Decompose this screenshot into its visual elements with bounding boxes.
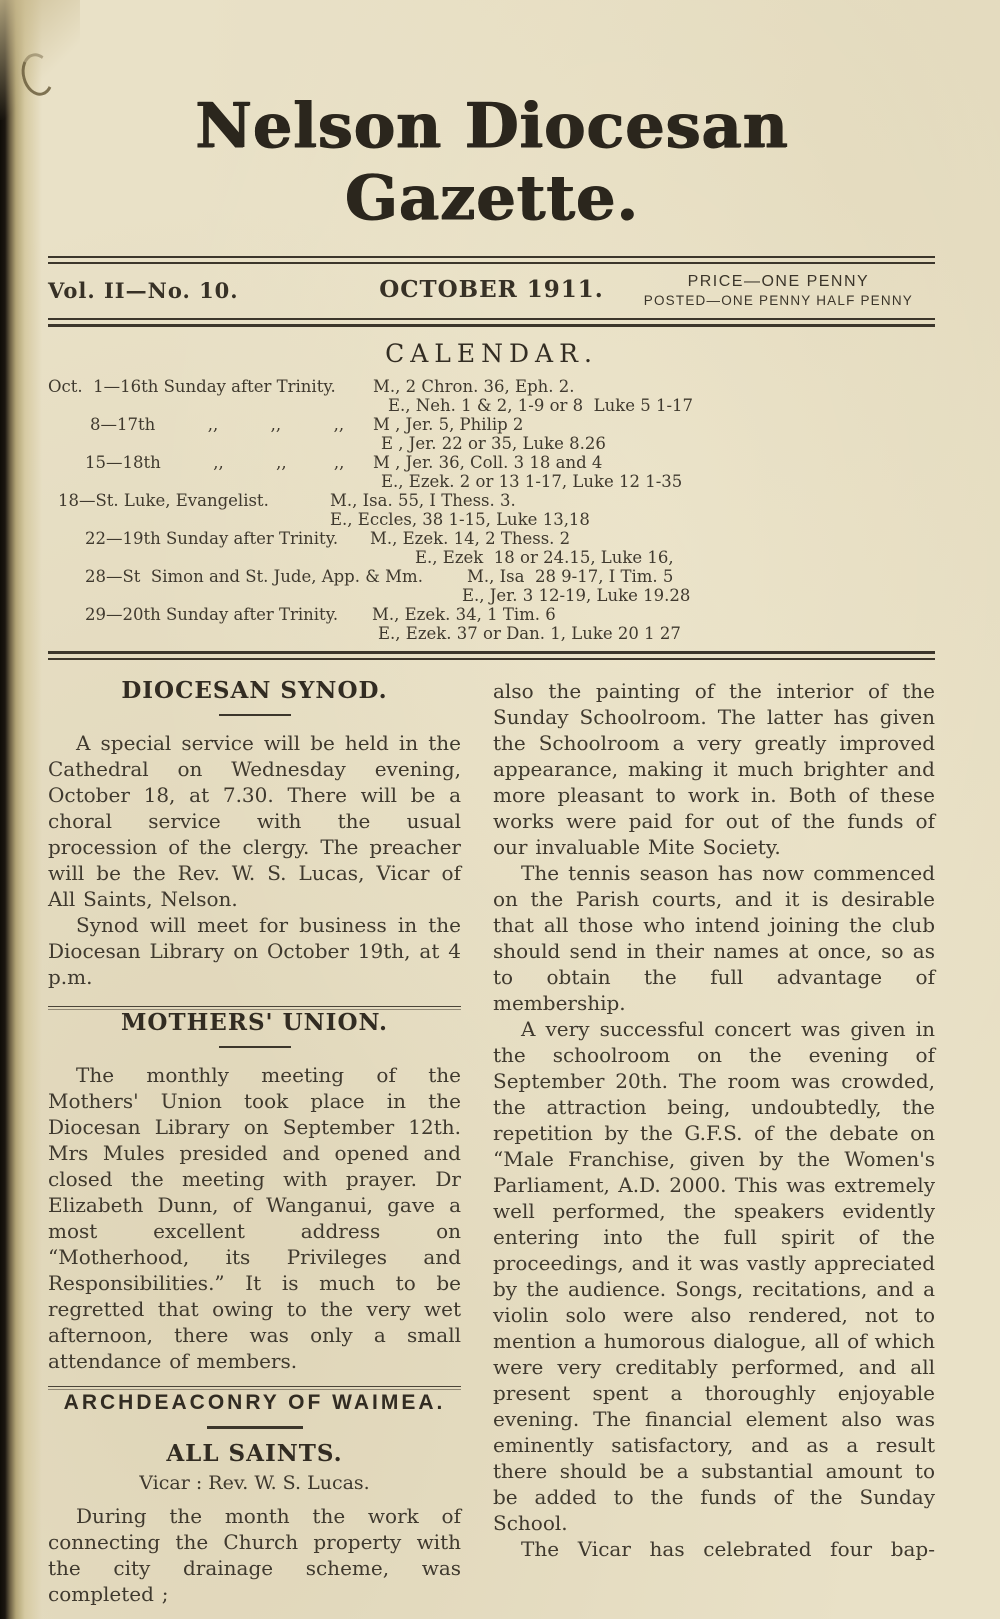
article-columns [48, 678, 935, 1607]
heading-rule [219, 1046, 291, 1048]
calendar-line [48, 548, 935, 567]
calendar-readings: E., Ezek. 37 or Dan. 1, Luke 20 1 27 [378, 624, 681, 643]
heading-rule [207, 1426, 303, 1429]
article-paragraph: Synod will meet for business in the Diocesan Library on October 19th, at 4 p.m. [48, 913, 461, 989]
calendar-date: 18—St. Luke, Evangelist. [58, 491, 269, 510]
calendar-section [48, 339, 935, 643]
calendar-line [48, 415, 935, 434]
mothers-union-heading: MOTHERS' UNION. [120, 1009, 389, 1036]
calendar-readings: M., Ezek. 34, 1 Tim. 6 [372, 605, 556, 624]
calendar-line [48, 434, 935, 453]
volume-number: Vol. II—No. 10. [48, 278, 239, 303]
calendar-date: 15—18th ,, ,, ,, [85, 453, 345, 472]
calendar-lines [48, 377, 935, 643]
calendar-heading: CALENDAR. [385, 339, 598, 368]
calendar-line [48, 377, 935, 396]
price-line: PRICE—ONE PENNY [687, 273, 870, 290]
issue-date: OCTOBER 1911. [379, 276, 604, 303]
article-paragraph: A special service will be held in the Cathedral on Wednesday evening, October 18, at 7.30. There will be a choral service with the usual procession of the clergy. The preacher will be the Rev. W. S. Lucas, Vicar of All Saints, Nelson. [48, 731, 461, 911]
calendar-date: 22—19th Sunday after Trinity. [85, 529, 339, 548]
posted-price-line: POSTED—ONE PENNY HALF PENNY [643, 293, 913, 308]
calendar-readings: M., Isa 28 9-17, I Tim. 5 [467, 567, 674, 586]
calendar-line [48, 624, 935, 643]
calendar-line [48, 567, 935, 586]
calendar-readings: M , Jer. 5, Philip 2 [373, 415, 524, 434]
calendar-readings: E., Neh. 1 & 2, 1-9 or 8 Luke 5 1-17 [388, 396, 694, 415]
page-content [48, 0, 935, 1607]
calendar-readings: M., Isa. 55, I Thess. 3. [330, 491, 516, 510]
calendar-readings: E., Jer. 3 12-19, Luke 19.28 [462, 586, 691, 605]
left-column [48, 678, 461, 1607]
article-paragraph: The tennis season has now commenced on the Parish courts, and it is desirable that all those who intend joining the club should send in their names at once, so as to obtain the full advantage of membership. [493, 861, 935, 1015]
article-paragraph: During the month the work of connecting the Church property with the city drainage scheme, was completed ; [48, 1504, 461, 1606]
calendar-date: 8—17th ,, ,, ,, [90, 415, 345, 434]
all-saints-heading: ALL SAINTS. [166, 1440, 343, 1467]
article-paragraph: The Vicar has celebrated four bap- [521, 1537, 935, 1561]
article-paragraph: A very successful concert was given in the schoolroom on the evening of September 20th. The room was crowded, the attraction being, undoubtedly, the repetition by the G.F.S. of the debate on “Male Franchise, given by the Women's Parliament, A.D. 2000. This was extremely well performed, the speakers evidently entering into the full spirit of the proceedings, and it was vastly appreciated by the audience. Songs, recitations, and a violin solo were also rendered, not to mention a humorous dialogue, all of which were very creditably performed, and all present spent a thoroughly enjoyable evening. The financial element also was eminently satisfactory, and as a result there should be a substantial amount to be added to the funds of the Sunday School. [493, 1017, 935, 1535]
calendar-readings: E., Ezek. 2 or 13 1-17, Luke 12 1-35 [381, 472, 683, 491]
masthead-rule [48, 256, 935, 264]
archdeaconry-heading: ARCHDEACONRY OF WAIMEA. [63, 1391, 446, 1414]
article-paragraph: The monthly meeting of the Mothers' Union took place in the Diocesan Library on September 12th. Mrs Mules presided and opened and closed the meeting with prayer. Dr Elizabeth Dunn, of Wanganui, gave a most excellent address on “Motherhood, its Privileges and Responsibilities.” It is much to be regretted that owing to the very wet afternoon, there was only a small attendance of members. [48, 1063, 461, 1373]
right-column [493, 678, 935, 1607]
calendar-readings: E., Ezek 18 or 24.15, Luke 16, [415, 548, 674, 567]
calendar-line [48, 529, 935, 548]
calendar-readings: E , Jer. 22 or 35, Luke 8.26 [381, 434, 606, 453]
calendar-readings: E., Eccles, 38 1-15, Luke 13,18 [330, 510, 590, 529]
price-block [644, 272, 913, 309]
page-gutter-shadow [0, 0, 42, 1619]
calendar-date: 29—20th Sunday after Trinity. [85, 605, 339, 624]
calendar-line [48, 396, 935, 415]
calendar-readings: M., Ezek. 14, 2 Thess. 2 [370, 529, 571, 548]
calendar-line [48, 472, 935, 491]
calendar-date: Oct. 1—16th Sunday after Trinity. [48, 377, 336, 396]
synod-heading: DIOCESAN SYNOD. [121, 677, 388, 704]
article-paragraph: also the painting of the interior of the Sunday Schoolroom. The latter has given the Schoolroom a very greatly improved appearance, making it much brighter and more pleasant to work in. Both of these works were paid for out of the funds of our invaluable Mite Society. [493, 679, 935, 859]
calendar-date: 28—St Simon and St. Jude, App. & Mm. [85, 567, 423, 586]
calendar-rule [48, 651, 935, 660]
issue-row [48, 272, 935, 316]
calendar-line [48, 491, 935, 510]
calendar-line [48, 453, 935, 472]
heading-rule [219, 714, 291, 716]
calendar-readings: M , Jer. 36, Coll. 3 18 and 4 [373, 453, 603, 472]
masthead-title: Nelson Diocesan Gazette. [194, 89, 789, 234]
vicar-line: Vicar : Rev. W. S. Lucas. [139, 1472, 370, 1494]
calendar-line [48, 510, 935, 529]
calendar-line [48, 605, 935, 624]
calendar-readings: M., 2 Chron. 36, Eph. 2. [373, 377, 575, 396]
issue-rule [48, 318, 935, 327]
calendar-line [48, 586, 935, 605]
